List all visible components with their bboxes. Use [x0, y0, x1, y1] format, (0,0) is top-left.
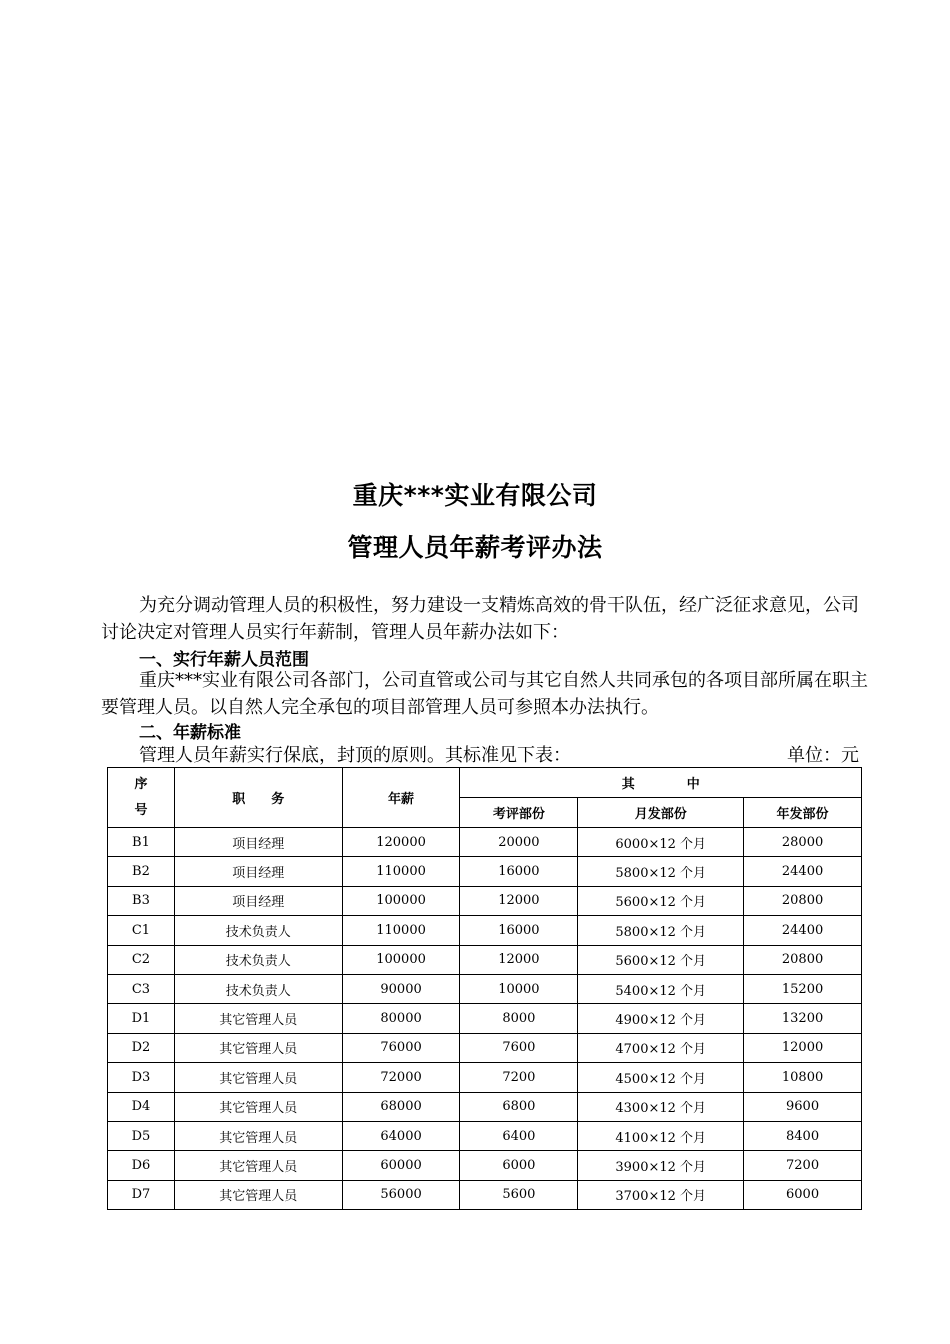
cell-monthly: 4900×12 个月	[578, 1004, 744, 1033]
table-row	[108, 1121, 862, 1150]
cell-annual: 72000	[342, 1063, 460, 1092]
cell-annual: 68000	[342, 1092, 460, 1121]
table-row	[108, 1033, 862, 1062]
document-title: 管理人员年薪考评办法	[347, 533, 603, 562]
cell-seq: B3	[108, 886, 175, 915]
cell-position: 其它管理人员	[174, 1121, 342, 1150]
cell-position: 项目经理	[174, 828, 342, 857]
cell-position: 其它管理人员	[174, 1180, 342, 1209]
table-row	[108, 1151, 862, 1180]
cell-position: 其它管理人员	[174, 1151, 342, 1180]
cell-eval: 6800	[460, 1092, 578, 1121]
section2-body: 管理人员年薪实行保底，封顶的原则。其标准见下表：	[139, 745, 571, 766]
cell-yearly: 24400	[744, 857, 862, 886]
section2-body-line	[139, 741, 859, 767]
cell-monthly: 5600×12 个月	[578, 886, 744, 915]
cell-monthly: 5400×12 个月	[578, 974, 744, 1003]
annual-header: 年薪	[342, 768, 460, 828]
cell-seq: D4	[108, 1092, 175, 1121]
section2-heading: 二、年薪标准	[139, 723, 241, 743]
cell-position: 技术负责人	[174, 974, 342, 1003]
cell-annual: 100000	[342, 945, 460, 974]
table-row	[108, 886, 862, 915]
cell-seq: D7	[108, 1180, 175, 1209]
cell-position: 技术负责人	[174, 916, 342, 945]
cell-yearly: 20800	[744, 886, 862, 915]
cell-position: 其它管理人员	[174, 1063, 342, 1092]
cell-yearly: 9600	[744, 1092, 862, 1121]
cell-yearly: 28000	[744, 828, 862, 857]
cell-monthly: 4300×12 个月	[578, 1092, 744, 1121]
unit-label: 单位：元	[787, 745, 859, 766]
table-row	[108, 974, 862, 1003]
cell-monthly: 4500×12 个月	[578, 1063, 744, 1092]
cell-seq: D1	[108, 1004, 175, 1033]
cell-seq: C1	[108, 916, 175, 945]
cell-seq: D2	[108, 1033, 175, 1062]
cell-yearly: 6000	[744, 1180, 862, 1209]
cell-eval: 6400	[460, 1121, 578, 1150]
cell-monthly: 3900×12 个月	[578, 1151, 744, 1180]
table-row	[108, 1180, 862, 1209]
seq-header-top: 序	[134, 776, 148, 792]
cell-yearly: 15200	[744, 974, 862, 1003]
intro-paragraph: 为充分调动管理人员的积极性，努力建设一支精炼高效的骨干队伍，经广泛征求意见，公司讨论决定对管理人员实行年薪制，管理人员年薪办法如下：	[101, 595, 859, 643]
cell-eval: 10000	[460, 974, 578, 1003]
cell-eval: 7200	[460, 1063, 578, 1092]
cell-seq: D5	[108, 1121, 175, 1150]
cell-eval: 12000	[460, 945, 578, 974]
cell-position: 技术负责人	[174, 945, 342, 974]
cell-monthly: 5800×12 个月	[578, 916, 744, 945]
cell-monthly: 3700×12 个月	[578, 1180, 744, 1209]
table-row	[108, 857, 862, 886]
cell-eval: 16000	[460, 916, 578, 945]
cell-yearly: 12000	[744, 1033, 862, 1062]
monthly-header: 月发部份	[578, 798, 744, 828]
table-row	[108, 1004, 862, 1033]
cell-position: 其它管理人员	[174, 1004, 342, 1033]
table-row	[108, 916, 862, 945]
cell-annual: 76000	[342, 1033, 460, 1062]
seq-header	[108, 768, 175, 828]
section1-heading: 一、实行年薪人员范围	[139, 650, 309, 670]
cell-yearly: 10800	[744, 1063, 862, 1092]
cell-monthly: 6000×12 个月	[578, 828, 744, 857]
table-row	[108, 1063, 862, 1092]
cell-annual: 80000	[342, 1004, 460, 1033]
cell-monthly: 4100×12 个月	[578, 1121, 744, 1150]
cell-eval: 6000	[460, 1151, 578, 1180]
position-header: 职 务	[174, 768, 342, 828]
cell-yearly: 7200	[744, 1151, 862, 1180]
seq-header-bottom: 号	[134, 802, 148, 818]
cell-yearly: 20800	[744, 945, 862, 974]
cell-position: 其它管理人员	[174, 1092, 342, 1121]
cell-yearly: 24400	[744, 916, 862, 945]
cell-position: 项目经理	[174, 857, 342, 886]
cell-seq: D6	[108, 1151, 175, 1180]
cell-eval: 12000	[460, 886, 578, 915]
cell-position: 其它管理人员	[174, 1033, 342, 1062]
cell-annual: 110000	[342, 916, 460, 945]
breakdown-header: 其 中	[460, 768, 862, 798]
eval-header: 考评部份	[460, 798, 578, 828]
cell-annual: 64000	[342, 1121, 460, 1150]
cell-annual: 90000	[342, 974, 460, 1003]
cell-seq: C3	[108, 974, 175, 1003]
cell-monthly: 5800×12 个月	[578, 857, 744, 886]
salary-table	[107, 767, 862, 1210]
cell-annual: 110000	[342, 857, 460, 886]
cell-eval: 16000	[460, 857, 578, 886]
cell-eval: 8000	[460, 1004, 578, 1033]
cell-monthly: 5600×12 个月	[578, 945, 744, 974]
cell-annual: 56000	[342, 1180, 460, 1209]
cell-seq: B2	[108, 857, 175, 886]
cell-seq: B1	[108, 828, 175, 857]
yearly-header: 年发部份	[744, 798, 862, 828]
cell-position: 项目经理	[174, 886, 342, 915]
cell-eval: 20000	[460, 828, 578, 857]
cell-yearly: 8400	[744, 1121, 862, 1150]
table-row	[108, 828, 862, 857]
cell-annual: 100000	[342, 886, 460, 915]
cell-annual: 120000	[342, 828, 460, 857]
cell-eval: 5600	[460, 1180, 578, 1209]
table-row	[108, 945, 862, 974]
table-row	[108, 1092, 862, 1121]
cell-seq: C2	[108, 945, 175, 974]
cell-annual: 60000	[342, 1151, 460, 1180]
cell-yearly: 13200	[744, 1004, 862, 1033]
cell-monthly: 4700×12 个月	[578, 1033, 744, 1062]
cell-seq: D3	[108, 1063, 175, 1092]
company-title: 重庆***实业有限公司	[352, 481, 598, 510]
cell-eval: 7600	[460, 1033, 578, 1062]
section1-body: 重庆***实业有限公司各部门，公司直管或公司与其它自然人共同承包的各项目部所属在职主要管理人员。以自然人完全承包的项目部管理人员可参照本办法执行。	[101, 670, 868, 718]
